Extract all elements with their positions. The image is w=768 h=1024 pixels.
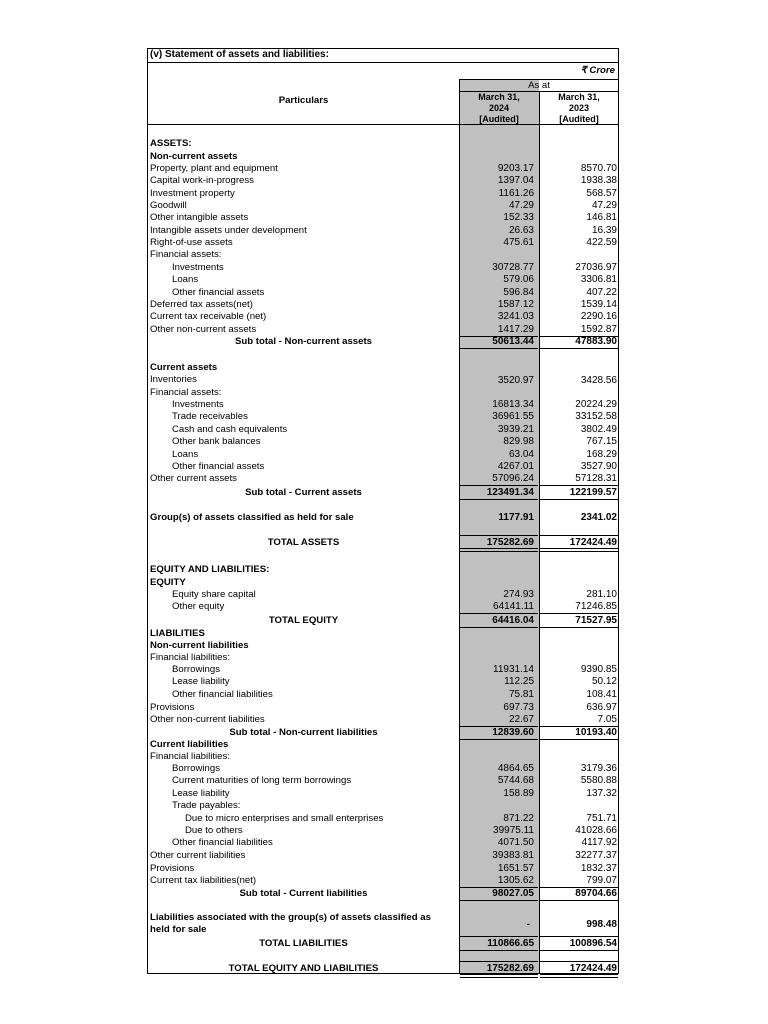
row-label: Right-of-use assets	[150, 237, 233, 248]
row-label: Non-current liabilities	[150, 640, 249, 651]
double-underline	[540, 548, 618, 552]
value-2023: 407.22	[586, 287, 617, 298]
col1-header	[460, 92, 538, 125]
value-2023: 5580.88	[580, 775, 617, 786]
value-2024: -	[526, 919, 530, 930]
value-underline	[460, 900, 538, 901]
row-label: Lease liability	[172, 676, 230, 687]
row-label: Loans	[172, 274, 199, 285]
value-2024: 1397.04	[497, 175, 534, 186]
value-2023: 4117.92	[581, 837, 617, 848]
value-2023: 636.97	[586, 702, 617, 713]
row-label: Financial assets:	[150, 387, 222, 398]
row-label: Borrowings	[172, 763, 220, 774]
value-2024: 3241.03	[497, 311, 534, 322]
row-label: Financial assets:	[150, 249, 222, 260]
col2-header-line1: March 31,	[558, 92, 600, 102]
value-2023: 799.07	[586, 875, 617, 886]
row-label: Liabilities associated with the group(s) of assets classified as	[150, 912, 431, 923]
value-2023: 1832.37	[580, 863, 617, 874]
row-label: Sub total - Non-current assets	[235, 336, 372, 347]
row-label: Cash and cash equivalents	[172, 424, 288, 435]
row-label: Group(s) of assets classified as held for sale	[150, 512, 354, 523]
value-2023: 47.29	[591, 200, 617, 211]
row-label: Financial liabilities:	[150, 652, 230, 663]
statement-title: (v) Statement of assets and liabilities:	[150, 49, 329, 60]
value-2024: 152.33	[503, 212, 534, 223]
value-2023: 122199.57	[569, 487, 617, 498]
row-label: Due to micro enterprises and small enterprises	[185, 813, 384, 824]
value-2024: 22.67	[508, 714, 534, 725]
row-label: Other current assets	[150, 473, 237, 484]
value-2024: 57096.24	[492, 473, 534, 484]
value-2023: 1938.38	[580, 175, 617, 186]
value-underline	[540, 950, 618, 951]
value-2024: 4267.01	[497, 461, 534, 472]
row-label: LIABILITIES	[150, 628, 205, 639]
value-2023: 1592.87	[580, 324, 617, 335]
row-label: Investments	[172, 399, 224, 410]
total-overline	[540, 535, 618, 536]
row-label: Deferred tax assets(net)	[150, 299, 253, 310]
value-underline	[540, 348, 618, 349]
row-label: Intangible assets under development	[150, 225, 307, 236]
row-label: Provisions	[150, 702, 195, 713]
value-2024: 697.73	[503, 702, 534, 713]
value-2024: 829.98	[503, 436, 534, 447]
value-2024: 64141.11	[493, 601, 534, 612]
row-label: Other non-current assets	[150, 324, 257, 335]
row-label: Trade receivables	[172, 411, 248, 422]
value-2024: 4071.50	[497, 837, 534, 848]
row-label: Other financial assets	[172, 461, 265, 472]
value-2024: 26.63	[508, 225, 534, 236]
row-label: EQUITY AND LIABILITIES:	[150, 564, 270, 575]
value-2024: 1177.91	[498, 512, 534, 523]
row-label: TOTAL LIABILITIES	[259, 938, 348, 949]
total-overline	[540, 961, 618, 962]
row-label: Sub total - Current liabilities	[239, 888, 368, 899]
total-overline	[540, 936, 618, 937]
value-2023: 3428.56	[580, 375, 617, 386]
row-label: ASSETS:	[150, 138, 192, 149]
row-label: TOTAL ASSETS	[267, 537, 340, 548]
value-2024: 39383.81	[492, 850, 534, 861]
value-2023: 9390.85	[580, 664, 617, 675]
value-2024: 12839.60	[492, 727, 534, 738]
value-2024: 110866.65	[487, 938, 534, 949]
title-rule	[148, 62, 618, 63]
value-2024: 98027.05	[492, 888, 534, 899]
value-2023: 137.32	[586, 788, 617, 799]
col1-header-line2: 2024	[488, 103, 510, 113]
value-2023: 146.81	[586, 212, 617, 223]
row-label: Current tax liabilities(net)	[150, 875, 257, 886]
value-2024: 1161.26	[498, 188, 534, 199]
value-2023: 8570.70	[580, 163, 617, 174]
value-2023: 16.39	[591, 225, 617, 236]
value-2023: 3802.49	[580, 424, 617, 435]
value-2024: 36961.55	[492, 411, 534, 422]
value-underline	[460, 627, 538, 628]
unit-label: ₹ Crore	[580, 65, 615, 76]
row-label: Lease liability	[172, 788, 230, 799]
value-2024: 63.04	[508, 449, 534, 460]
row-label: Other financial liabilities	[172, 689, 273, 700]
row-label: Inventories	[150, 374, 197, 385]
row-label: Other financial liabilities	[172, 837, 273, 848]
value-2024: 1651.57	[497, 863, 534, 874]
value-2023: 2290.16	[580, 311, 617, 322]
value-2024: 16813.34	[492, 399, 534, 410]
value-2023: 10193.40	[575, 727, 617, 738]
col2-header	[540, 92, 618, 125]
particulars-header: Particulars	[278, 95, 329, 106]
value-2024: 64416.04	[492, 615, 534, 626]
value-underline	[460, 950, 538, 951]
value-2024: 1305.62	[497, 875, 534, 886]
value-underline	[460, 499, 538, 500]
value-2023: 108.41	[586, 689, 617, 700]
row-label: Sub total - Non-current liabilities	[229, 727, 378, 738]
value-2024: 158.89	[503, 788, 534, 799]
value-2024: 123491.34	[486, 487, 534, 498]
value-2023: 3527.90	[580, 461, 617, 472]
value-2023: 57128.31	[575, 473, 617, 484]
row-label: Investment property	[150, 188, 235, 199]
double-underline	[460, 974, 538, 978]
row-label: held for sale	[150, 924, 207, 935]
statement-table	[147, 48, 619, 974]
value-2023: 33152.58	[575, 411, 617, 422]
value-2023: 1539.14	[580, 299, 617, 310]
row-label: EQUITY	[150, 577, 186, 588]
value-2023: 168.29	[586, 449, 617, 460]
value-underline	[460, 613, 538, 614]
value-underline	[540, 739, 618, 740]
total-overline	[460, 535, 538, 536]
value-underline	[540, 499, 618, 500]
row-label: Current maturities of long term borrowings	[172, 775, 352, 786]
row-label: Provisions	[150, 863, 195, 874]
value-2023: 172424.49	[569, 963, 617, 974]
value-2024: 1587.12	[497, 299, 534, 310]
as-at-label: As at	[528, 80, 550, 91]
value-2023: 7.05	[597, 714, 617, 725]
value-2023: 2341.02	[580, 512, 617, 523]
value-2023: 3306.81	[580, 274, 617, 285]
row-label: TOTAL EQUITY AND LIABILITIES	[228, 963, 379, 974]
value-underline	[540, 485, 618, 486]
row-label: Other non-current liabilities	[150, 714, 265, 725]
value-2023: 89704.66	[575, 888, 617, 899]
row-label: Financial liabilities:	[150, 751, 230, 762]
value-2023: 32277.37	[575, 850, 617, 861]
value-2023: 100896.54	[569, 938, 617, 949]
row-label: Sub total - Current assets	[245, 487, 362, 498]
value-2023: 998.48	[586, 919, 617, 930]
row-label: Other current liabilities	[150, 850, 246, 861]
value-2023: 172424.49	[569, 537, 617, 548]
value-underline	[540, 613, 618, 614]
total-overline	[460, 961, 538, 962]
value-2023: 568.57	[586, 188, 617, 199]
row-label: Property, plant and equipment	[150, 163, 278, 174]
value-2024: 50613.44	[492, 336, 534, 347]
row-label: Capital work-in-progress	[150, 175, 254, 186]
double-underline	[460, 548, 538, 552]
value-underline	[540, 627, 618, 628]
col1-header-line3: [Audited]	[479, 114, 519, 124]
row-label: Current tax receivable (net)	[150, 311, 267, 322]
value-underline	[540, 900, 618, 901]
value-2024: 475.61	[503, 237, 534, 248]
double-underline	[540, 974, 618, 978]
value-2023: 71527.95	[575, 615, 617, 626]
value-2023: 751.71	[586, 813, 617, 824]
value-2024: 112.25	[504, 676, 534, 687]
value-2024: 9203.17	[497, 163, 534, 174]
total-overline	[460, 936, 538, 937]
value-2024: 579.06	[503, 274, 534, 285]
value-2024: 3939.21	[497, 424, 534, 435]
value-2024: 30728.77	[492, 262, 534, 273]
value-2023: 20224.29	[575, 399, 617, 410]
row-label: Goodwill	[150, 200, 187, 211]
value-underline	[460, 739, 538, 740]
value-2024: 5744.68	[497, 775, 534, 786]
value-2024: 75.81	[508, 689, 534, 700]
row-label: Borrowings	[172, 664, 220, 675]
value-2024: 175282.69	[486, 963, 534, 974]
row-label: Other intangible assets	[150, 212, 249, 223]
row-label: Trade payables:	[172, 800, 241, 811]
row-label: Current liabilities	[150, 739, 229, 750]
value-2024: 11931.14	[493, 664, 534, 675]
value-2024: 596.84	[503, 287, 534, 298]
value-2023: 767.15	[586, 436, 617, 447]
value-2023: 41028.66	[575, 825, 617, 836]
row-label: Investments	[172, 262, 224, 273]
value-2023: 47883.90	[575, 336, 617, 347]
value-2024: 39975.11	[493, 825, 534, 836]
row-label: Non-current assets	[150, 151, 238, 162]
row-label: Loans	[172, 449, 199, 460]
value-2024: 871.22	[503, 813, 534, 824]
value-2024: 4864.65	[497, 763, 534, 774]
row-label: Other financial assets	[172, 287, 265, 298]
value-2024: 175282.69	[486, 537, 534, 548]
col2-header-line3: [Audited]	[559, 114, 599, 124]
value-2023: 27036.97	[575, 262, 617, 273]
col1-header-line1: March 31,	[478, 92, 520, 102]
row-label: Current assets	[150, 362, 218, 373]
row-label: Other equity	[172, 601, 225, 612]
value-2024: 1417.29	[497, 324, 534, 335]
row-label: Due to others	[185, 825, 243, 836]
value-2023: 3179.36	[580, 763, 617, 774]
value-2023: 281.10	[586, 589, 617, 600]
value-underline	[460, 485, 538, 486]
col2-header-line2: 2023	[568, 103, 590, 113]
value-2024: 3520.97	[497, 375, 534, 386]
row-label: TOTAL EQUITY	[268, 615, 339, 626]
value-2023: 422.59	[586, 237, 617, 248]
value-2024: 47.29	[508, 200, 534, 211]
row-label: Equity share capital	[172, 589, 256, 600]
row-label: Other bank balances	[172, 436, 261, 447]
value-2023: 50.12	[591, 676, 617, 687]
value-underline	[460, 348, 538, 349]
value-2024: 274.93	[503, 589, 534, 600]
value-2023: 71246.85	[575, 601, 617, 612]
